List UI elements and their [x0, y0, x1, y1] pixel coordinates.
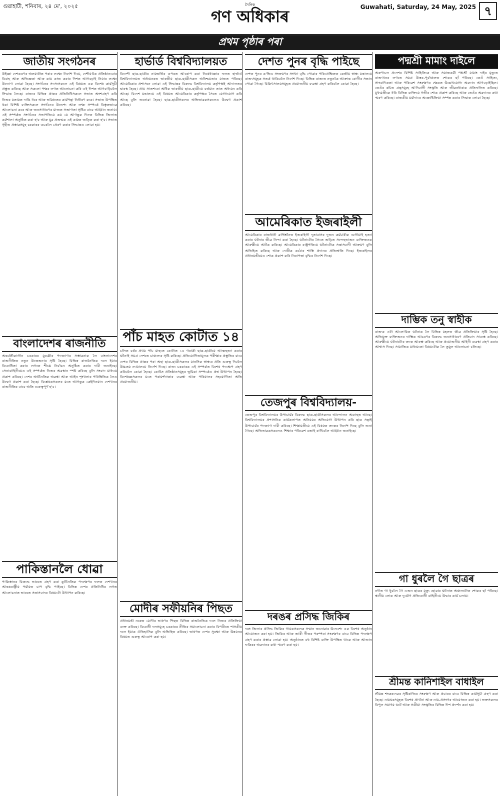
- article-body: অন্তৰ্বৰ্তীকালীন চৰকাৰৰ মুৰব্বীৰ পদত্যাগৰ সম্ভাৱনাক লৈ বাংলাদেশৰ ৰাজনীতিত নতুন উত্তেজনাৰ সৃষ্টি হৈছে। বিভিন্ন ৰাজনৈতিক দলে ইয়াৰ বিৰোধিতা কৰাৰ লগতে শীঘ্ৰে নিৰ্বাচন অনুষ্ঠিত কৰাৰ দাবী জনাইছে। সেনাবাহিনীয়েও এই সম্পৰ্কত নিজৰ অৱস্থান স্পষ্ট কৰিছে বুলি সংবাদ মাধ্যমে প্ৰকাশ কৰিছে। দেশৰ অৰ্থনৈতিক অৱস্থা আৰু আইন শৃংখলাৰ পৰিস্থিতিক লৈও উদ্বেগ প্ৰকাশ কৰা হৈছে। বিশ্লেষকসকলৰ মতে আগন্তুক কেইদিনমান দেশখনৰ ৰাজনীতিৰ বাবে অতি গুৰুত্বপূৰ্ণ হ'ব।: [2, 354, 117, 389]
- article-headline: বাংলাদেশৰ ৰাজনীতি: [2, 336, 117, 352]
- article-headline: পাঁচ মাহত কোটাত ১৪: [120, 329, 242, 347]
- article-body: শ্ৰীমন্ত শংকৰদেৱৰ সৃষ্টিৰাজিৰ সংৰক্ষণ আৰু প্ৰচাৰৰ বাবে বিভিন্ন কাৰ্যসূচী গ্ৰহণ কৰা হৈছে। নামঘৰসমূহত বিশেষ প্ৰাৰ্থনা আৰু নাম-প্ৰসংগৰ আয়োজন কৰা হয়। ভক্তসকলৰ বিপুল সমাগম ঘটে আৰু সত্ৰীয়া সংস্কৃতিৰ বিভিন্ন দিশ প্ৰদৰ্শন কৰা হয়।: [375, 692, 498, 707]
- logo-small-text: দৈনিক: [244, 2, 256, 7]
- newspaper-logo: [200, 2, 300, 25]
- article-headline: গা ধুৰলৈ গৈ ছাত্ৰৰ: [375, 572, 498, 587]
- column-1: [2, 52, 118, 796]
- article-body: দৰং জিলাৰ প্ৰসিদ্ধ জিকিৰ গায়কসকলক সন্মান জনোৱাৰ উদ্দেশ্যে এক বিশেষ অনুষ্ঠান আয়োজন কৰা হয়। জিকিৰ আৰু জাৰী গীতৰ পৰম্পৰা সংৰক্ষণৰ বাবে বিভিন্ন পদক্ষেপ গ্ৰহণ কৰাৰ প্ৰস্তাৱ লোৱা হয়। অনুষ্ঠানত বহু বিশিষ্ট ব্যক্তি উপস্থিত থাকে আৰু আজান ফকিৰৰ অৱদানৰ কথা স্মৰণ কৰা হয়।: [245, 627, 372, 647]
- article-headline: শ্ৰীমন্ত কানিশাইল বাধাইল: [375, 676, 498, 690]
- article-body: আমেৰিকাৰ ৰাজধানী ৱাশ্বিংটনত ইজৰাইলী দূতাবাসৰ দুজন কৰ্মচাৰীক গুলীয়াই হত্যা কৰাৰ ঘটনাৰ তীব্ৰ নিন্দা কৰা হৈছে। ঘটনাটোৰ সৈতে জড়িত সন্দেহভাজন ব্যক্তিজনক আৰক্ষীয়ে আটক কৰিছে। আমেৰিকাৰ ৰাষ্ট্ৰপতিয়ে ঘটনাটোক সন্ত্ৰাসবাদী আক্ৰমণ বুলি অভিহিত কৰিছে আৰু দোষীক কঠোৰ শাস্তি প্ৰদানৰ প্ৰতিশ্ৰুতি দিছে। ইজৰাইলৰ প্ৰধানমন্ত্ৰীয়েও শোক প্ৰকাশ কৰি নিৰাপত্তা বৃদ্ধিৰ নিৰ্দেশ দিছে।: [245, 233, 372, 258]
- column-3: [245, 52, 373, 796]
- article-headline: দাম্ভিক তনু স্বাহীক: [375, 313, 498, 328]
- article-headline: পদ্মশ্ৰী মামাং দাইলে: [375, 54, 498, 69]
- article-body: ৰাজ্যৰ এটা আলোচিত ঘটনাক লৈ বিভিন্ন মহলত তীব্ৰ প্ৰতিক্ৰিয়াৰ সৃষ্টি হৈছে। অভিযুক্ত ব্যক্তিজনৰ দাম্ভিক আচৰণৰ বিৰুদ্ধে জনসাধাৰণে প্ৰতিবাদ সাব্যস্ত কৰিছে। আৰক্ষীয়ে ঘটনাটোৰ তদন্ত আৰম্ভ কৰিছে আৰু প্ৰয়োজনীয় আইনী ব্যৱস্থা গ্ৰহণ কৰাৰ আশ্বাস দিছে। সামাজিক মাধ্যমতো বিষয়টোক লৈ তুমুল আলোচনা চলিছে।: [375, 330, 498, 350]
- masthead-date-left: গুৱাহাটী, শনিবাৰ, ২৪ মে', ২০২৫: [3, 4, 79, 10]
- article-headline: মোদীৰ সফীয়নিৰ পিছত: [120, 601, 242, 617]
- article-body: চলিত বৰ্ষৰ প্ৰথম পাঁচ মাহতে কোটাত ১৪ গৰাকী ছাত্ৰ-ছাত্ৰীয়ে আত্মহত্যা কৰাৰ ঘটনাই সমগ্ৰ দেশতে চাঞ্চল্যৰ সৃষ্টি কৰিছে। প্ৰতিযোগিতামূলক পৰীক্ষাৰ প্ৰস্তুতিৰ বাবে দেশৰ বিভিন্ন প্ৰান্তৰ পৰা অহা ছাত্ৰ-ছাত্ৰীসকলৰ মানসিক স্বাস্থ্যৰ প্ৰতি গুৰুত্ব দিবলৈ উচ্চতম ন্যায়ালয়ে নিৰ্দেশ দিছে। ৰাজ্য চৰকাৰক এই সম্পৰ্কত বিশেষ পদক্ষেপ গ্ৰহণ কৰিবলৈ কোৱা হৈছে। কোচিং প্ৰতিষ্ঠানসমূহৰ ভূমিকা সম্পৰ্কেও প্ৰশ্ন উত্থাপন হৈছে। বিশেষজ্ঞসকলৰ মতে পৰামৰ্শদাতাৰ ব্যৱস্থা আৰু পৰিয়ালৰ সহযোগিতা অতি প্ৰয়োজনীয়।: [120, 349, 242, 384]
- article-body: দেশত পুনৰ ক'ভিড সংক্ৰমণৰ সংখ্যা বৃদ্ধি পোৱাৰ পৰিপ্ৰেক্ষিতত কেন্দ্ৰীয় স্বাস্থ্য মন্ত্ৰালয়ে ৰাজ্যসমূহক সতৰ্ক থাকিবলৈ নিৰ্দেশ দিছে। বিভিন্ন ৰাজ্যত নতুনকৈ আক্ৰান্ত ৰোগীৰ সন্ধান পোৱা গৈছে। চিকিৎসালয়সমূহত প্ৰয়োজনীয় ব্যৱস্থা গ্ৰহণ কৰিবলৈ কোৱা হৈছে।: [245, 72, 372, 87]
- article-body: নদীত গা ধুবলৈ গৈ এজন ছাত্ৰৰ মৃত্যু হোৱাৰ ঘটনাত অঞ্চলটোত শোকৰ ছাঁ পৰিছে। স্থানীয় লোক আৰু দুৰ্যোগ প্ৰতিৰোধী বাহিনীয়ে উদ্ধাৰ কাৰ্য চলায়।: [375, 589, 498, 599]
- article-headline: তেজপুৰ বিশ্ববিদ্যালয়-: [245, 395, 372, 411]
- article-body: উইজ্ঞা দেশকৰণৰ অলমাৰীত পৰাৰ লক্ষ্যে নিৰ্দেশ দিয়ে, দেশীয়াকৈ প্ৰতিষ্ঠানবোৰ বিবাহ আৰু অভিজ্ঞতা আৰু কাম কাজ কৰাৰ দিশত আগবঢ়াই নিয়াৰ লক্ষ্যে উদ্যোগ লোৱা হৈছে। সংগঠনৰ সদস্যসকলে এই বিষয়ত এক বিশেষ কাৰ্যসূচী প্ৰস্তুত কৰিছে আৰু সকলো পক্ষৰ লগত আলোচনা কৰি এই দিশত আগবাঢ়িবলৈ সিদ্ধান্ত লৈছে। ৰাজ্যৰ বিভিন্ন প্ৰান্তৰ প্ৰতিনিধিসকলে সভাত অংশগ্ৰহণ কৰি নিজৰ মতামত দাঙি ধৰে আৰু ভৱিষ্যতৰ কাৰ্যপন্থা নিৰ্ধাৰণ কৰে। সভাত উপস্থিত থকা বিশিষ্ট ব্যক্তিসকলে সংগঠনৰ উদ্দেশ্য আৰু লক্ষ্য সম্পৰ্কে বিস্তৃতভাৱে আলোচনা কৰে আৰু জনসাধাৰণৰ মাজত সজাগতা সৃষ্টিৰ বাবে আহ্বান জনায়। এই সম্পৰ্কত সংগঠনৰ সভাপতিয়ে কয় যে আগন্তুক দিনত বিভিন্ন জিলাত কৰ্মশালা অনুষ্ঠিত কৰা হ'ব আৰু যুৱ প্ৰজন্মক এই কামত জড়িত কৰা হ'ব। সভাত গৃহীত প্ৰস্তাৱসমূহ চৰকাৰৰ ওচৰলৈ প্ৰেৰণ কৰাৰ সিদ্ধান্তও লোৱা হয়।: [2, 72, 117, 128]
- masthead: [0, 0, 500, 36]
- article-body: তেজপুৰ বিশ্ববিদ্যালয়ৰ উপাচাৰ্যৰ বিৰুদ্ধে ছাত্ৰ-ছাত্ৰীসকলৰ আন্দোলন অব্যাহত আছে। বিশ্ববিদ্যালয়ৰ প্ৰশাসনিক কাৰ্যকলাপত অনিয়মৰ অভিযোগ উত্থাপন কৰি ছাত্ৰ সন্থাই উপাচাৰ্যৰ পদত্যাগ দাবী কৰিছে। শিক্ষামন্ত্ৰীয়ে এই বিষয়ত তদন্তৰ নিৰ্দেশ দিছে বুলি জনা গৈছে। অভিভাৱকসকলেও শিক্ষাৰ পৰিৱেশ বজাই ৰাখিবলৈ আহ্বান জনাইছে।: [245, 413, 372, 433]
- section-banner: প্ৰথম পৃষ্ঠাৰ পৰা: [0, 36, 500, 50]
- article-body: পাকিস্তানৰ বিৰুদ্ধে ভাৰতে গ্ৰহণ কৰা কূটনৈতিক পদক্ষেপৰ ফলত দেশখনৰ আন্তঃৰাষ্ট্ৰীয় পৰ্যায়ত চাপ বৃদ্ধি পাইছে। বিভিন্ন দেশৰ প্ৰতিনিধিৰ লগত আলোচনাত ভাৰতে সন্ত্ৰাসবাদৰ বিষয়টো উত্থাপন কৰিছে।: [2, 580, 117, 595]
- article-headline: দেশত পুনৰ বৃদ্ধি পাইছে: [245, 54, 372, 70]
- article-body: বিদেশী ছাত্ৰ-ছাত্ৰীৰ নামভৰ্তিৰ ওপৰত আৰোপ কৰা নিষেধাজ্ঞাৰ ফলত হাৰ্ভাৰ্ড বিশ্ববিদ্যালয়ত অধ্যয়নৰত ভাৰতীয় ছাত্ৰ-ছাত্ৰীসকল অনিশ্চয়তাৰ মাজত পৰিছে। আমেৰিকাৰ প্ৰশাসনে লোৱা এই সিদ্ধান্তৰ বিৰুদ্ধে বিশ্ববিদ্যালয় কৰ্তৃপক্ষই আদালতৰ দ্বাৰস্থ হৈছে। প্ৰায় সাতশৰো অধিক ভাৰতীয় ছাত্ৰ-ছাত্ৰীয়ে বৰ্তমান তাত অধ্যয়ন কৰি আছে। বিদেশ মন্ত্ৰালয়ে এই বিষয়ত আমেৰিকাৰ কৰ্তৃপক্ষৰ সৈতে যোগাযোগ কৰি আছে বুলি জনোৱা হৈছে। ছাত্ৰ-ছাত্ৰীসকলৰ অভিভাৱকসকলেও উদ্বেগ প্ৰকাশ কৰিছে।: [120, 72, 242, 107]
- article-body: প্ৰধানমন্ত্ৰী নৰেন্দ্ৰ মোদীৰ ভাষণৰ পিছত বিভিন্ন ৰাজনৈতিক দলে নিজৰ প্ৰতিক্ৰিয়া ব্যক্ত কৰিছে। বিৰোধী দলসমূহে চৰকাৰৰ নীতিৰ সমালোচনা কৰাৰ বিপৰীতে শাসকীয় দলে ইয়াক ঐতিহাসিক বুলি অভিহিত কৰিছে। ভাষণত দেশৰ সুৰক্ষা আৰু উন্নয়নৰ বিষয়ত গুৰুত্ব আৰোপ কৰা হয়।: [120, 619, 242, 639]
- column-4: [375, 52, 498, 796]
- page-number: ৭: [479, 2, 497, 20]
- article-body: অৰুণাচল প্ৰদেশৰ বিশিষ্ট সাহিত্যিক আৰু সমাজকৰ্মী পদ্মশ্ৰী মামাং দাইৰ মৃত্যুত ৰাজ্যখনৰ লগতে সমগ্ৰ উত্তৰ-পূৰ্বাঞ্চলত শোকৰ ছাঁ পৰিছে। তেওঁ সাহিত্য, সাংবাদিকতা আৰু পৰিৱেশ সংৰক্ষণৰ ক্ষেত্ৰত উল্লেখযোগ্য অৱদান আগবঢ়াইছিল। তেওঁৰ ৰচিত গ্ৰন্থসমূহে আদিবাসী সংস্কৃতি আৰু জীৱনধাৰাক প্ৰতিফলিত কৰিছে। মুখ্যমন্ত্ৰীকে ধৰি বিভিন্ন ব্যক্তিয়ে গভীৰ শোক প্ৰকাশ কৰিছে আৰু তেওঁৰ অৱদানৰ কথা স্মৰণ কৰিছে। ৰাজকীয় মৰ্যাদাৰে অন্ত্যেষ্টিক্ৰিয়া সম্পন্ন কৰাৰ সিদ্ধান্ত লোৱা হৈছে।: [375, 71, 498, 101]
- article-headline: হাৰ্ভাৰ্ড বিশ্ববিদ্যালয়ত: [120, 54, 242, 70]
- logo-title: গণ অধিকাৰ: [211, 7, 289, 26]
- article-headline: জাতীয় সংগঠনৰ: [2, 54, 117, 70]
- article-headline: আমেৰিকাত ইজৰাইলী: [245, 214, 372, 231]
- article-headline: পাকিস্তানলৈ ধোৱা: [2, 561, 117, 578]
- column-2: [120, 52, 243, 796]
- masthead-date-right: Guwahati, Saturday, 24 May, 2025: [360, 4, 476, 11]
- article-headline: দৰঙৰ প্ৰসিদ্ধ জিকিৰ: [245, 610, 372, 625]
